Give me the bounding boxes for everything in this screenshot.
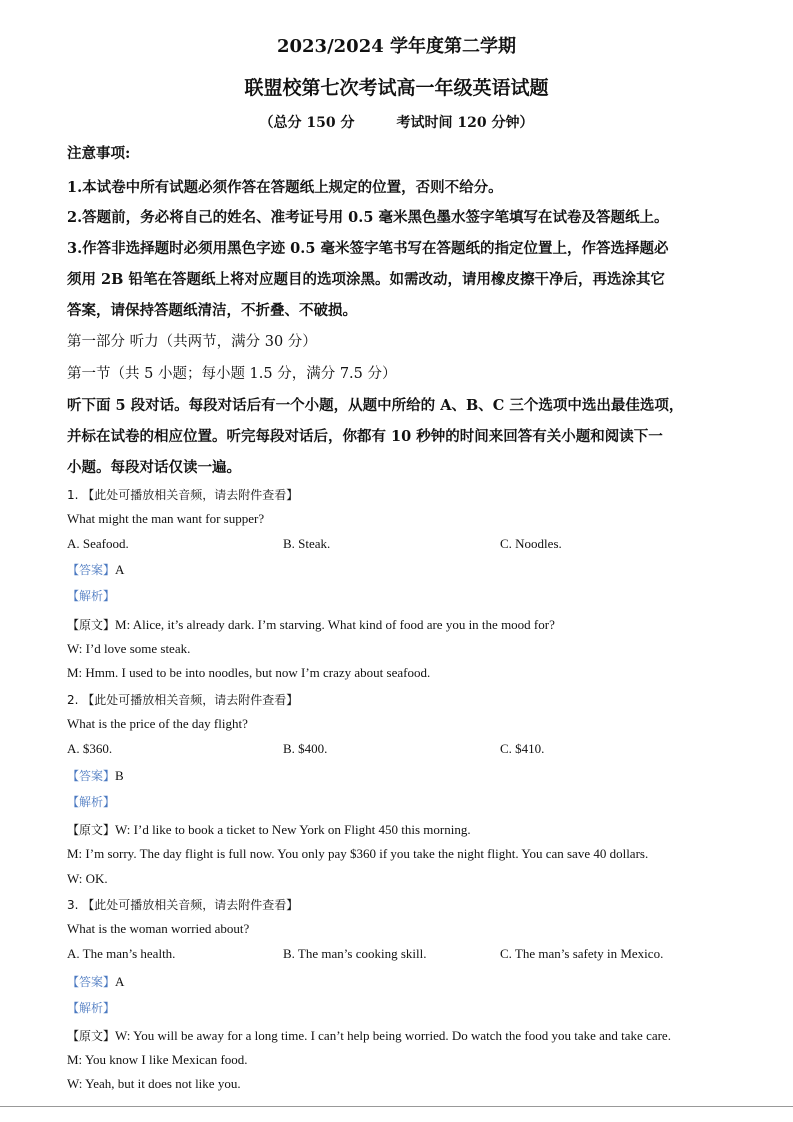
transcript-line: M: You know I like Mexican food. [67,1052,248,1067]
note-item: 2.答题前，务必将自己的姓名、准考证号用 0.5 毫米黑色墨水签字笔填写在试卷及答题纸上。 [67,209,669,226]
notes-heading: 注意事项: [67,145,131,162]
question-text: What is the price of the day flight? [67,716,248,731]
option-c: C. $410. [500,741,545,756]
exam-duration: 考试时间 120 分钟） [396,115,534,131]
exam-title: 联盟校第七次考试高一年级英语试题 [244,77,549,99]
transcript-line: W: Yeah, but it does not like you. [67,1076,241,1091]
transcript-row [67,1025,671,1044]
part1-heading: 第一部分 听力（共两节，满分 30 分） [67,334,317,350]
answer-row [67,971,124,990]
question-text: What might the man want for supper? [67,511,265,526]
total-score: （总分 150 分 [259,115,355,131]
transcript-row [67,614,555,633]
exam-term-title: 2023/2024 学年度第二学期 [276,36,517,57]
note-item: 答案，请保持答题纸清洁，不折叠、不破损。 [67,302,357,319]
option-a: A. The man’s health. [67,946,176,961]
answer-label: 【答案】 [67,769,116,783]
transcript-label: 【原文】 [67,823,116,837]
analysis-label: 【解析】 [67,795,116,809]
question-header-audio[interactable]: 3. 【此处可播放相关音频，请去附件查看】 [67,898,299,912]
transcript-line: M: Alice, it’s already dark. I’m starving. What kind of food are you in the mood for? [115,617,555,632]
question-header-audio[interactable]: 2. 【此处可播放相关音频，请去附件查看】 [67,693,299,707]
transcript-label: 【原文】 [67,618,116,632]
instruction-line: 听下面 5 段对话。每段对话后有一个小题，从题中所给的 A、B、C 三个选项中选出最佳选项， [67,397,684,414]
section1-heading: 第一节（共 5 小题；每小题 1.5 分，满分 7.5 分） [67,366,397,382]
transcript-line: W: OK. [67,871,108,886]
transcript-row [67,819,471,838]
transcript-line: M: Hmm. I used to be into noodles, but now I’m crazy about seafood. [67,665,431,680]
instruction-line: 并标在试卷的相应位置。听完每段对话后，你都有 10 秒钟的时间来回答有关小题和阅读下一 [67,428,663,445]
answer-value: A [115,562,125,577]
option-a: A. $360. [67,741,113,756]
instruction-line: 小题。每段对话仅读一遍。 [67,459,241,476]
transcript-line: W: I’d love some steak. [67,641,191,656]
transcript-line: W: You will be away for a long time. I can’t help being worried. Do watch the food you take and take care. [115,1028,671,1043]
answer-value: A [115,974,125,989]
transcript-line: M: I’m sorry. The day flight is full now. You only pay $360 if you take the night flight. You can save 40 dollars. [67,846,649,861]
question-header-audio[interactable]: 1. 【此处可播放相关音频，请去附件查看】 [67,488,299,502]
answer-label: 【答案】 [67,975,116,989]
analysis-label: 【解析】 [67,1001,116,1015]
answer-label: 【答案】 [67,563,116,577]
answer-value: B [115,768,124,783]
answer-row [67,559,124,578]
note-item: 须用 2B 铅笔在答题纸上将对应题目的选项涂黑。如需改动，请用橡皮擦干净后，再选涂其它 [67,271,665,288]
page-bottom-rule [0,1106,793,1107]
option-b: B. Steak. [283,536,331,551]
answer-row [67,765,124,784]
option-b: B. The man’s cooking skill. [283,946,427,961]
question-text: What is the woman worried about? [67,921,250,936]
note-item: 1.本试卷中所有试题必须作答在答题纸上规定的位置，否则不给分。 [67,179,503,196]
analysis-label: 【解析】 [67,589,116,603]
transcript-line: W: I’d like to book a ticket to New York on Flight 450 this morning. [115,822,471,837]
option-c: C. Noodles. [500,536,562,551]
note-item: 3.作答非选择题时必须用黑色字迹 0.5 毫米签字笔书写在答题纸的指定位置上，作答选择题必 [67,240,669,257]
option-b: B. $400. [283,741,328,756]
transcript-label: 【原文】 [67,1029,116,1043]
option-c: C. The man’s safety in Mexico. [500,946,664,961]
option-a: A. Seafood. [67,536,129,551]
exam-meta [0,112,793,132]
